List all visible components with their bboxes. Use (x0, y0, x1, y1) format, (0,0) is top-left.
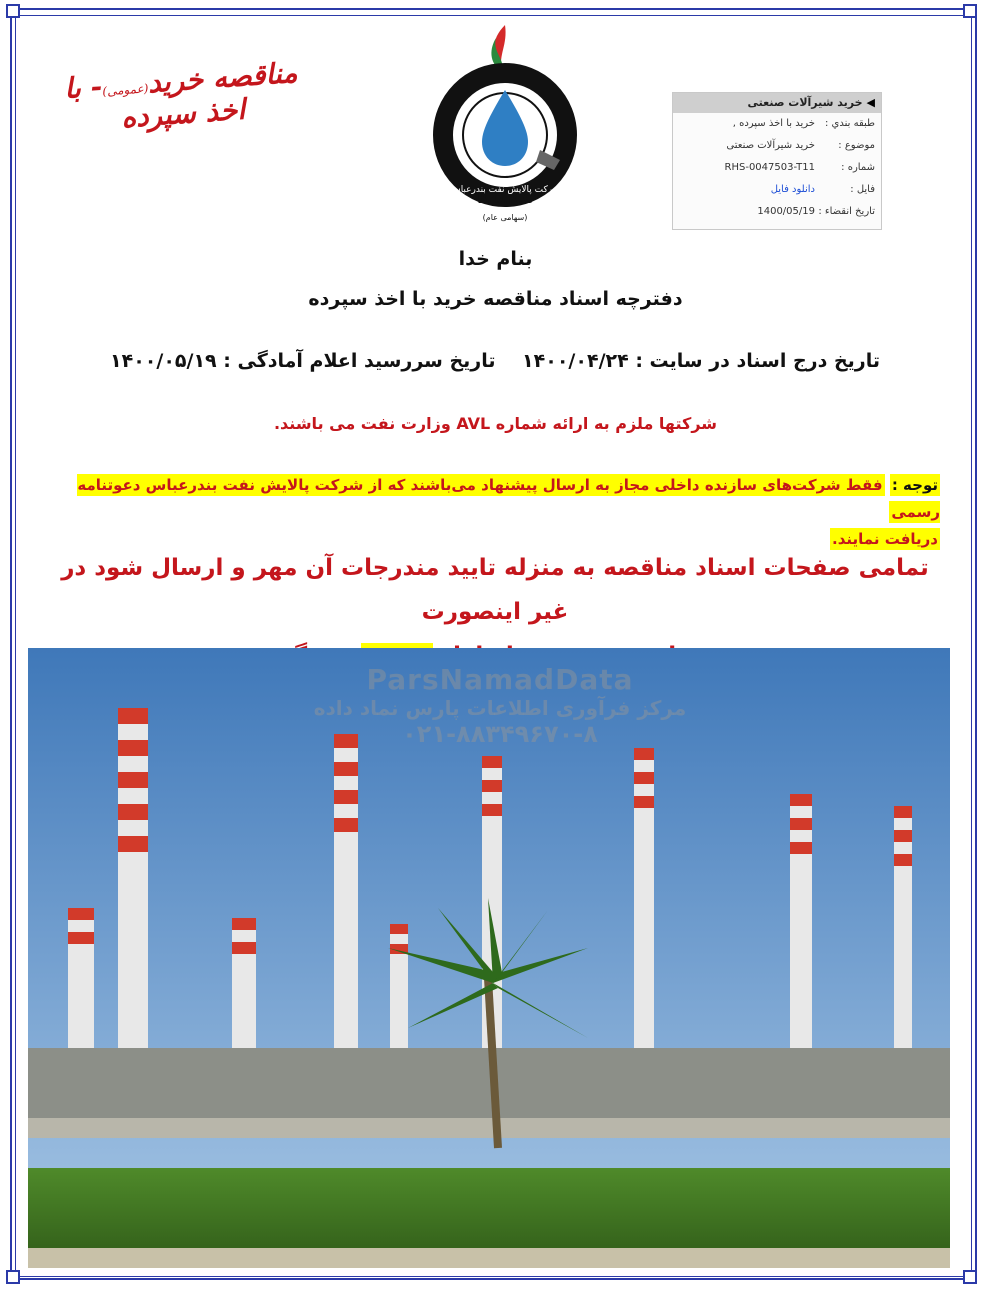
info-label: تاریخ انقضاء : (818, 206, 875, 217)
logo-company-name: شرکت پالایش نفت بندرعباس (449, 185, 561, 195)
info-value: خرید شیرآلات صنعتی (726, 140, 815, 151)
warning-line-1: تمامی صفحات اسناد مناقصه به منزله تایید مندرجات آن مهر و ارسال شود در غیر اینصورت (61, 555, 929, 625)
info-label: طبقه بندي : (825, 118, 875, 129)
corner-ornament (963, 4, 977, 18)
handwritten-tail: - با اخذ سپرده (63, 69, 247, 135)
info-label: شماره : (841, 162, 875, 173)
document-title: دفترچه اسناد مناقصه خرید با اخذ سپرده (308, 288, 683, 310)
notice-text: فقط شرکت‌های سازنده داخلی مجاز به ارسال پیشنهاد می‌باشند که از شرکت پالایش نفت بندرعباس دعوتنامه رسمی (77, 476, 940, 521)
info-label: فایل : (850, 184, 875, 195)
logo-letters: B.O.R.C (477, 192, 533, 207)
date-posted: تاریخ درج اسناد در سایت : ۱۴۰۰/۰۴/۲۴ (522, 350, 880, 372)
watermark-subtitle: مرکز فرآوری اطلاعات پارس نماد داده (313, 696, 687, 720)
download-file-link[interactable]: دانلود فایل (770, 184, 815, 195)
info-row (673, 135, 881, 157)
corner-ornament (963, 1270, 977, 1284)
info-row (673, 179, 881, 201)
info-row (673, 157, 881, 179)
info-value: 1400/05/19 (757, 206, 815, 217)
notice-text-continued: دریافت نمایند. (832, 530, 938, 548)
document-heading: بنام خدا (458, 248, 533, 270)
triangle-left-icon: ◀ (866, 96, 875, 109)
watermark-phone: ۰۲۱-۸۸۳۴۹۶۷۰-۸ (402, 720, 598, 748)
date-deadline: تاریخ سررسید اعلام آمادگی : ۱۴۰۰/۰۵/۱۹ (110, 350, 496, 372)
handwritten-small: (عمومی) (101, 81, 149, 99)
dates-line (110, 350, 880, 380)
avl-notice: شرکتها ملزم به ارائه شماره AVL وزارت نفت می باشند. (273, 414, 718, 433)
notice-paragraph (60, 472, 940, 553)
info-box-heading: خرید شیرآلات صنعتی (747, 96, 863, 109)
notice-label: توجه : (891, 476, 938, 494)
parsnamad-watermark (300, 655, 700, 815)
info-value: RHS-0047503-T11 (724, 162, 815, 173)
tender-info-box (672, 92, 882, 230)
info-box-header (673, 93, 881, 113)
handwritten-main: مناقصه خرید (146, 55, 299, 100)
corner-ornament (6, 4, 20, 18)
info-value: خرید با اخذ سپرده , (732, 118, 815, 129)
corner-ornament (6, 1270, 20, 1284)
info-row (673, 201, 881, 223)
watermark-brand: ParsNamadData (366, 663, 634, 696)
logo-company-type: (سهامی عام) (482, 213, 528, 222)
borc-logo (420, 20, 590, 225)
info-row (673, 113, 881, 135)
info-label: موضوع : (838, 140, 875, 151)
